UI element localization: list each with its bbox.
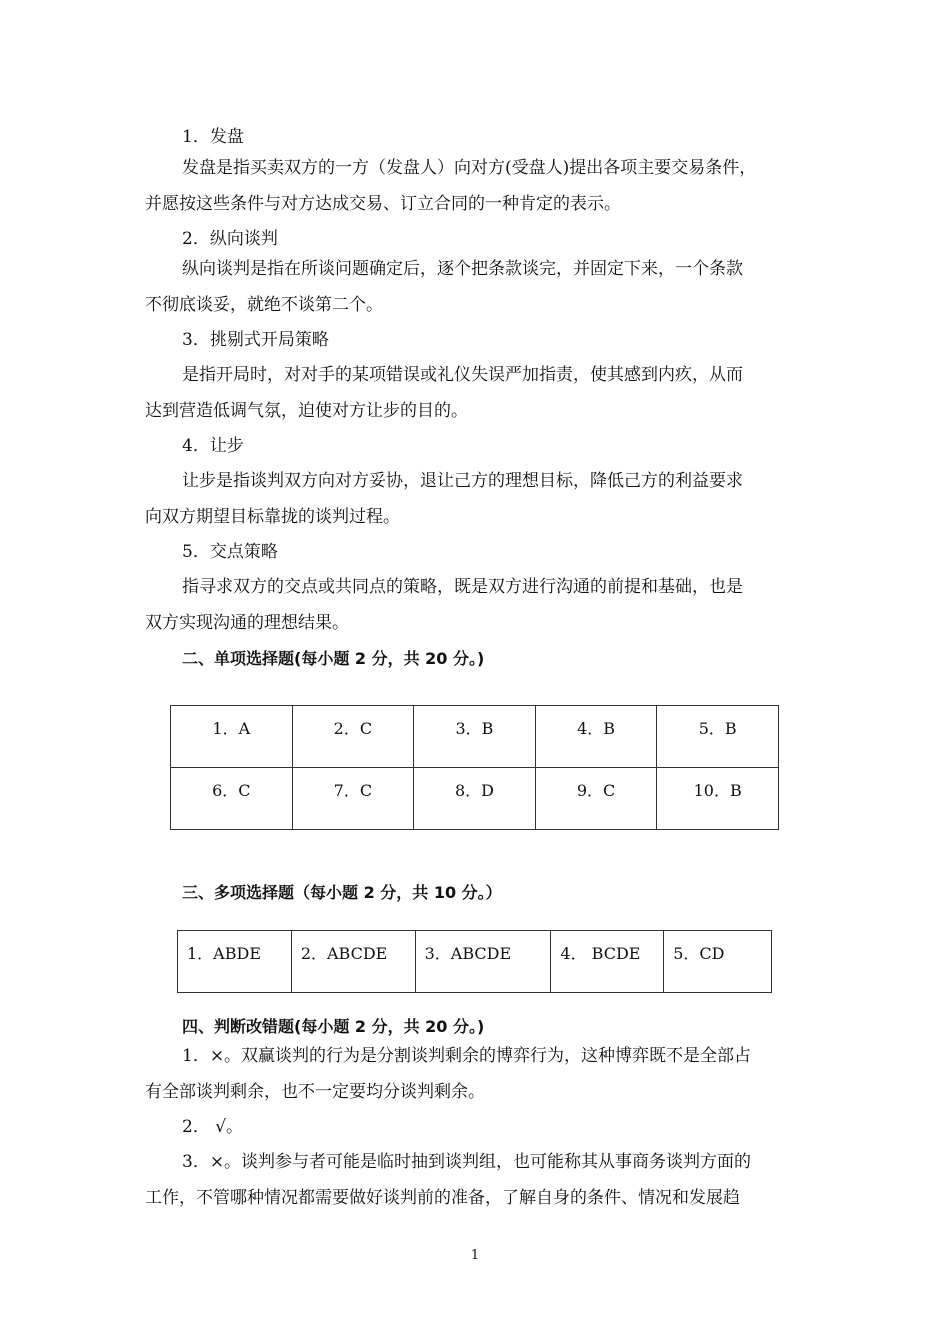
judgement-line: 3．×。谈判参与者可能是临时抽到谈判组，也可能称其从事商务谈判方面的 bbox=[182, 1152, 752, 1172]
answer-cell: 1．A bbox=[171, 706, 293, 768]
item-3-text-line: 达到营造低调气氛，迫使对方让步的目的。 bbox=[145, 401, 468, 421]
answer-cell: 8．D bbox=[414, 768, 536, 830]
judgement-line: 1．×。双赢谈判的行为是分割谈判剩余的博弈行为，这种博弈既不是全部占 bbox=[182, 1046, 752, 1066]
section-4-title: 四、判断改错题(每小题 2 分，共 20 分。) bbox=[182, 1017, 485, 1036]
answer-cell: 5．B bbox=[657, 706, 779, 768]
answer-cell: 3．ABCDE bbox=[415, 931, 551, 993]
item-3-heading: 3．挑剔式开局策略 bbox=[182, 330, 329, 350]
item-3-text-line: 是指开局时，对对手的某项错误或礼仪失误严加指责，使其感到内疚，从而 bbox=[182, 365, 743, 385]
judgement-line: 工作，不管哪种情况都需要做好谈判前的准备，了解自身的条件、情况和发展趋 bbox=[145, 1188, 740, 1208]
item-5-text-line: 指寻求双方的交点或共同点的策略，既是双方进行沟通的前提和基础，也是 bbox=[182, 577, 743, 597]
answer-cell: 2．C bbox=[292, 706, 414, 768]
answer-cell: 4． BCDE bbox=[551, 931, 664, 993]
table-row bbox=[171, 706, 779, 768]
single-choice-answer-table bbox=[170, 705, 779, 830]
item-2-heading: 2．纵向谈判 bbox=[182, 229, 278, 249]
section-2-title: 二、单项选择题(每小题 2 分，共 20 分。) bbox=[182, 649, 485, 668]
item-1-heading: 1．发盘 bbox=[182, 127, 244, 147]
item-1-text-line: 发盘是指买卖双方的一方（发盘人）向对方(受盘人)提出各项主要交易条件， bbox=[182, 158, 757, 178]
answer-cell: 9．C bbox=[535, 768, 657, 830]
answer-cell: 6．C bbox=[171, 768, 293, 830]
item-5-text-line: 双方实现沟通的理想结果。 bbox=[145, 613, 349, 633]
answer-cell: 7．C bbox=[292, 768, 414, 830]
item-4-text-line: 让步是指谈判双方向对方妥协，退让己方的理想目标，降低己方的利益要求 bbox=[182, 471, 743, 491]
answer-cell: 4．B bbox=[535, 706, 657, 768]
table-row bbox=[178, 931, 772, 993]
item-4-text-line: 向双方期望目标靠拢的谈判过程。 bbox=[145, 507, 400, 527]
page-number: 1 bbox=[470, 1248, 480, 1263]
multiple-choice-answer-table bbox=[177, 930, 772, 993]
answer-cell: 2．ABCDE bbox=[291, 931, 415, 993]
judgement-line: 2． √。 bbox=[182, 1117, 244, 1137]
judgement-line: 有全部谈判剩余，也不一定要均分谈判剩余。 bbox=[145, 1082, 485, 1102]
answer-cell: 5．CD bbox=[664, 931, 772, 993]
item-4-heading: 4．让步 bbox=[182, 436, 244, 456]
answer-cell: 1．ABDE bbox=[178, 931, 292, 993]
item-5-heading: 5．交点策略 bbox=[182, 542, 278, 562]
answer-cell: 10．B bbox=[657, 768, 779, 830]
answer-cell: 3．B bbox=[414, 706, 536, 768]
item-2-text-line: 不彻底谈妥，就绝不谈第二个。 bbox=[145, 295, 383, 315]
table-row bbox=[171, 768, 779, 830]
section-3-title: 三、多项选择题（每小题 2 分，共 10 分。） bbox=[182, 883, 502, 902]
item-1-text-line: 并愿按这些条件与对方达成交易、订立合同的一种肯定的表示。 bbox=[145, 194, 621, 214]
item-2-text-line: 纵向谈判是指在所谈问题确定后，逐个把条款谈完，并固定下来，一个条款 bbox=[182, 259, 743, 279]
